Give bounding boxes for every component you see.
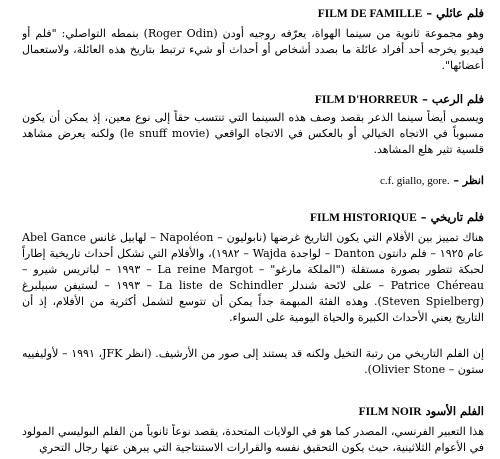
entry-heading-film-de-famille: فلم عائلي – FILM DE FAMILLE bbox=[317, 6, 484, 20]
entry-definition: هذا التعبير الفرنسي، المصدر كما هو في الولايات المتحدة، يقصد نوعاً ثانوياً من الفلم البوليسي المولود في الأعوام الثلاثينية، حيث يكون التحقيق نفسه والقرارات الاستنتاجية التي يبرهن عنها رجال التحري bbox=[22, 425, 484, 454]
see-also-label: انظر bbox=[462, 174, 484, 187]
see-also-refs: c.f. giallo, gore. bbox=[379, 175, 450, 187]
entry-definition: هناك تمييز بين الأفلام التي يكون التاريخ غرضها (نابوليون – Napoléon – لهابيل غانس Abel Gance عام ١٩٢٥ – فلم دانتون Danton – لواجدة Wajda – ١٩٨٢)، والأفلام التي تشكل أحداث تاريخية إطاراً لحبكة تتطور بصورة مستقلة ("الملكة مارغو" – La reine Margot – ١٩٩٣ – لباتريس شيرو – Patrice Chéreau – على لائحة شندلر La liste de Schindler – ١٩٩٣ – لستيفن سبيلبرغ (Steven Spielberg). وهذه الفئة المبهمة جداً يمكن أن تتوسع لتشمل أكثرية من الأفلام، إذ أن التاريخ يعني الأحداث الكبيرة والحياة اليومية على السواء. bbox=[22, 231, 484, 324]
entry-term-ar: الفلم الأسود bbox=[425, 404, 484, 418]
entry-term-fr: FILM HISTORIQUE bbox=[309, 212, 417, 224]
entry-term-ar: فلم عائلي bbox=[436, 6, 484, 20]
entry-definition: إن الفلم التاريخي من رتبة التخيل ولكنه قد يستند إلى صور من الأرشيف. (انظر JFK، ١٩٩١ – لأوليفييه ستون – Olivier Stone). bbox=[22, 347, 484, 376]
entry-heading-film-historique: فلم تاريخي – FILM HISTORIQUE bbox=[309, 210, 484, 224]
entry-definition: ويسمى أيضاً سينما الذعر بقصد وصف هذه السينما التي تنتسب حقاً إلى نوع معين، إذ يمكن أن يكون مسبوباً في الاتجاه الخيالي أو بالعكس في الاتجاه الواقعي (le snuff movie) ولكنه يعرض مشاهد قلسية تثير هلع المشاهد. bbox=[22, 111, 484, 156]
entry-term-fr: FILM NOIR bbox=[358, 406, 422, 418]
entry-term-fr: FILM D'HORREUR bbox=[314, 94, 419, 106]
entry-term-ar: فلم الرعب bbox=[431, 92, 484, 106]
entry-heading-film-noir bbox=[359, 404, 484, 418]
entry-term-ar: فلم تاريخي bbox=[430, 210, 484, 224]
entry-heading-film-dhorreur: فلم الرعب – FILM D'HORREUR bbox=[314, 92, 484, 106]
see-also: انظر – c.f. giallo, gore. bbox=[379, 174, 484, 187]
entry-definition: وهو مجموعة ثانوية من سينما الهواة، يعرّفه روجيه أودن (Roger Odin) بنمطه التواصلي: "فلم أو فيديو يخرجه أحد أفراد عائلة ما بصدد أشخاص أو أحداث أو شيء ترتبط بتاريخ هذه العائلة، ولاستعمال أعضائها". bbox=[22, 27, 484, 72]
entry-term-fr: FILM DE FAMILLE bbox=[317, 8, 423, 20]
